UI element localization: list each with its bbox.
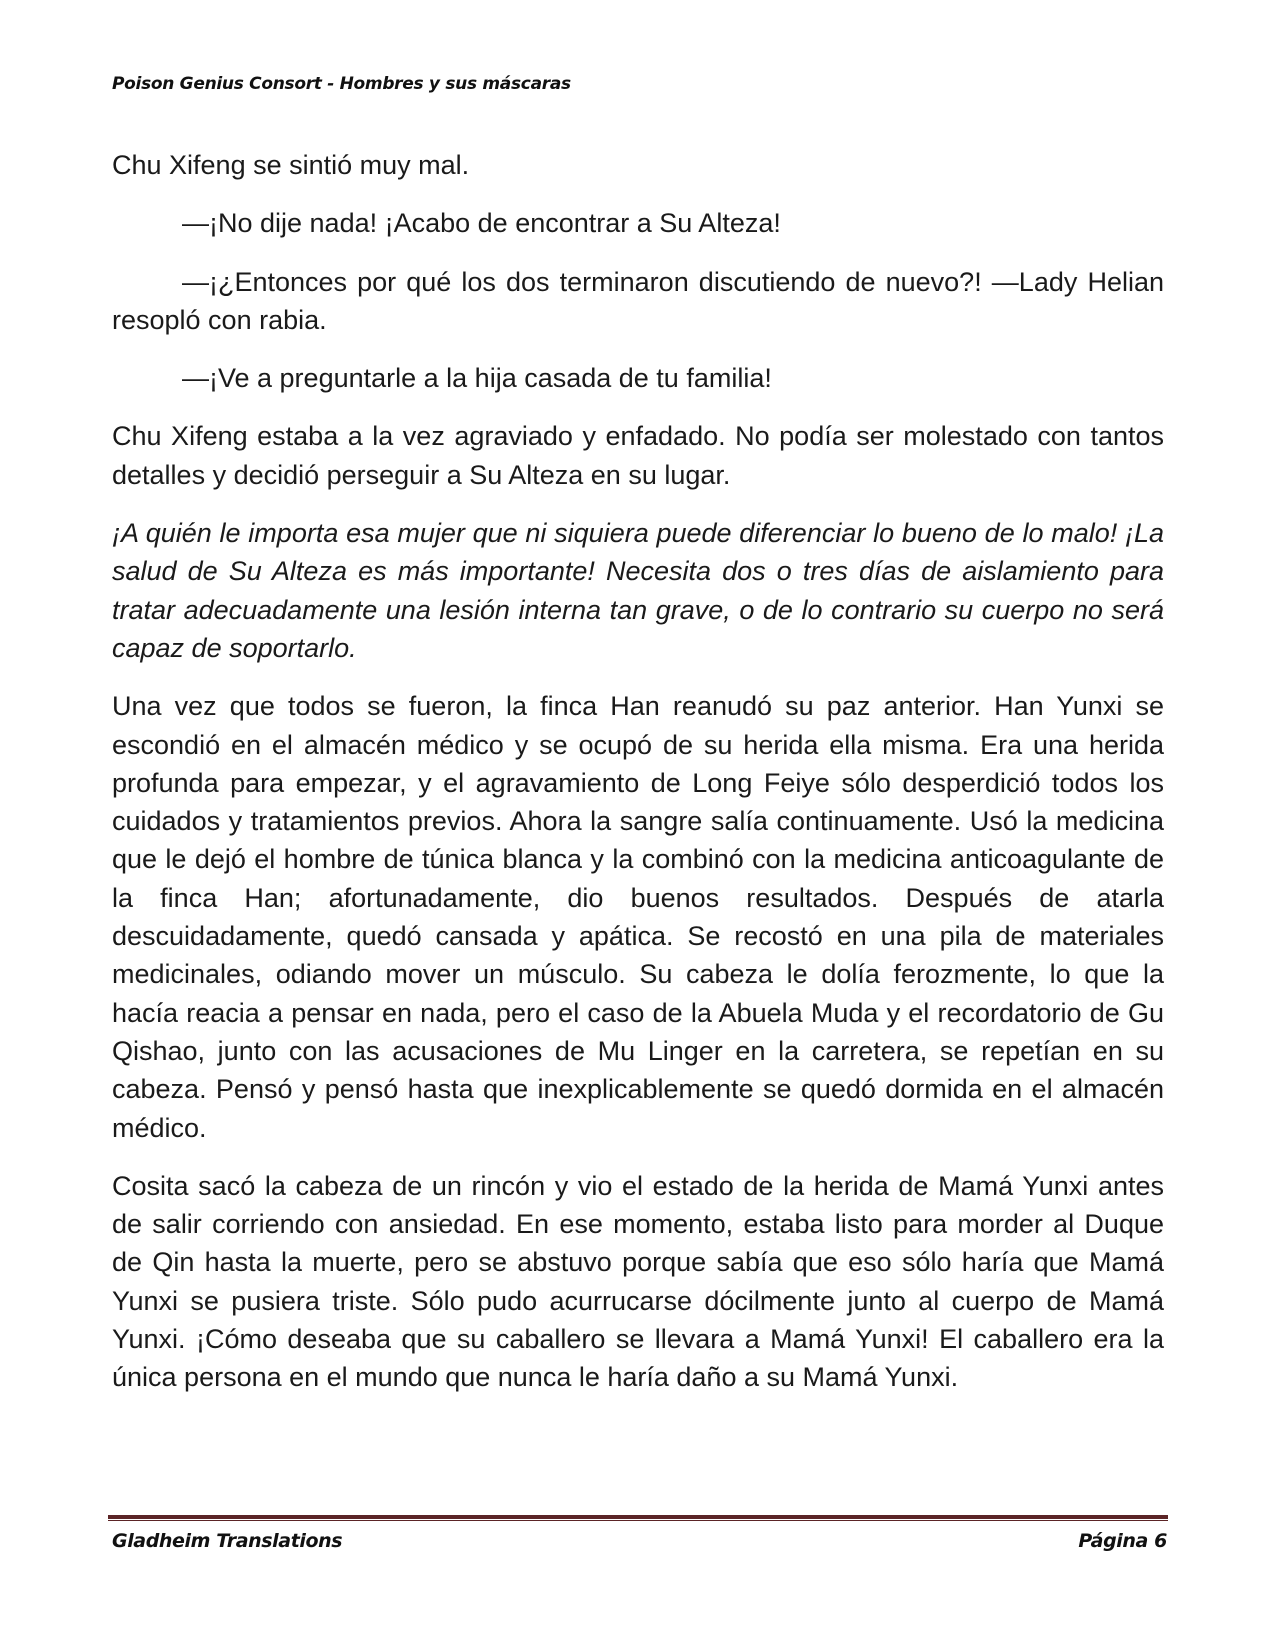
inner-thought-paragraph: ¡A quién le importa esa mujer que ni siquiera puede diferenciar lo bueno de lo malo! ¡La salud de Su Alteza es más importante! Necesita dos o tres días de aislamiento para tratar adecuadamente una lesión interna tan grave, o de lo contrario su cuerpo no será capaz de soportarlo. (112, 518, 1164, 663)
footer-divider (108, 1515, 1168, 1522)
page-header-title: Poison Genius Consort - Hombres y sus máscaras (112, 74, 571, 94)
footer-translator: Gladheim Translations (112, 1530, 343, 1552)
footer-page-number: Página 6 (1078, 1530, 1167, 1552)
paragraph: Chu Xifeng se sintió muy mal. (112, 150, 470, 180)
paragraph: Cosita sacó la cabeza de un rincón y vio el estado de la herida de Mamá Yunxi antes de salir corriendo con ansiedad. En ese momento, estaba listo para morder al Duque de Qin hasta la muerte, pero se abstuvo porque sabía que eso sólo haría que Mamá Yunxi se pusiera triste. Sólo pudo acurrucarse dócilmente junto al cuerpo de Mamá Yunxi. ¡Cómo deseaba que su caballero se llevara a Mamá Yunxi! El caballero era la única persona en el mundo que nunca le haría daño a su Mamá Yunxi. (112, 1170, 1164, 1393)
paragraph: Chu Xifeng estaba a la vez agraviado y enfadado. No podía ser molestado con tantos detalles y decidió perseguir a Su Alteza en su lugar. (112, 421, 1164, 490)
dialogue-paragraph: —¡No dije nada! ¡Acabo de encontrar a Su Alteza! (182, 208, 781, 239)
dialogue-paragraph: —¡¿Entonces por qué los dos terminaron discutiendo de nuevo?! —Lady Helian resopló con rabia. (112, 266, 1164, 335)
paragraph: Una vez que todos se fueron, la finca Han reanudó su paz anterior. Han Yunxi se escondió en el almacén médico y se ocupó de su herida ella misma. Era una herida profunda para empezar, y el agravamiento de Long Feiye sólo desperdició todos los cuidados y tratamientos previos. Ahora la sangre salía continuamente. Usó la medicina que le dejó el hombre de túnica blanca y la combinó con la medicina anticoagulante de la finca Han; afortunadamente, dio buenos resultados. Después de atarla descuidadamente, quedó cansada y apática. Se recostó en una pila de materiales medicinales, odiando mover un músculo. Su cabeza le dolía ferozmente, lo que la hacía reacia a pensar en nada, pero el caso de la Abuela Muda y el recordatorio de Gu Qishao, junto con las acusaciones de Mu Linger en la carretera, se repetían en su cabeza. Pensó y pensó hasta que inexplicablemente se quedó dormida en el almacén médico. (112, 691, 1164, 1143)
chapter-body (112, 146, 1164, 1417)
dialogue-paragraph: —¡Ve a preguntarle a la hija casada de tu familia! (182, 363, 772, 394)
